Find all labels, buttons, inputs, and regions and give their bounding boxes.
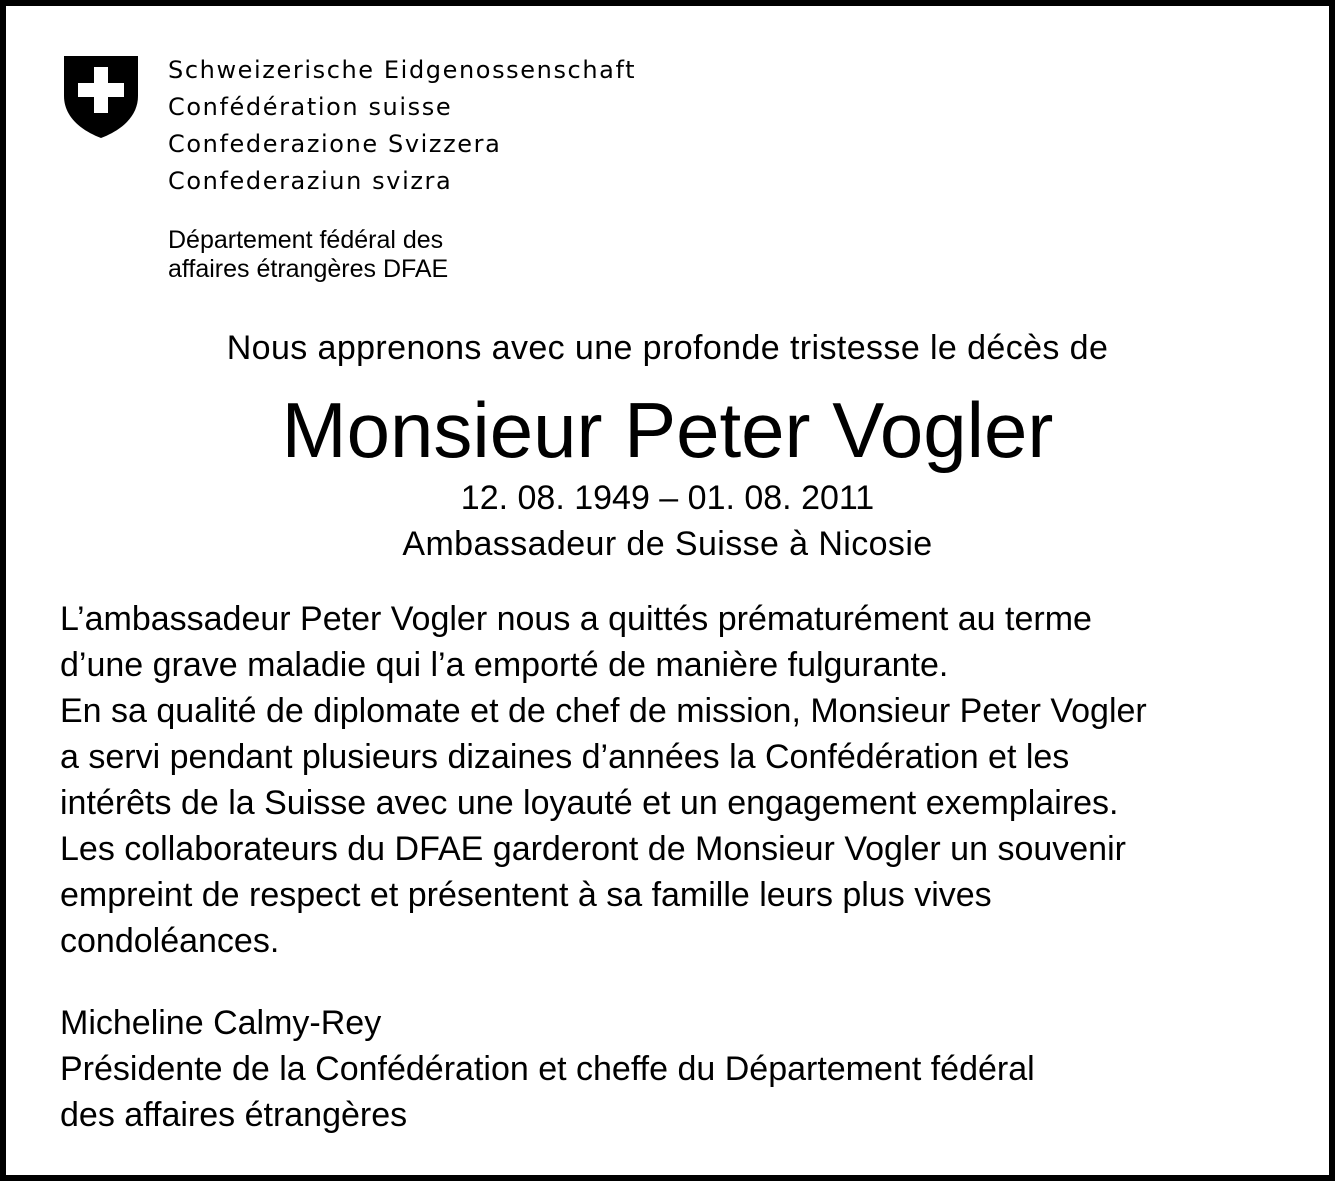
confederation-names <box>168 52 636 200</box>
tribute-line: En sa qualité de diplomate et de chef de mission, Monsieur Peter Vogler <box>60 692 1147 730</box>
swiss-cross-shield-icon <box>58 50 144 140</box>
tribute-line: intérêts de la Suisse avec une loyauté et un engagement exemplaires. <box>60 784 1119 822</box>
department-name <box>168 226 448 284</box>
deceased-role: Ambassadeur de Suisse à Nicosie <box>402 525 933 563</box>
confederation-name-it: Confederazione Svizzera <box>168 130 502 158</box>
signatory-title-line: des affaires étrangères <box>60 1096 408 1134</box>
department-line: Département fédéral des <box>168 226 444 254</box>
tribute-line: L’ambassadeur Peter Vogler nous a quittés prématurément au terme <box>60 600 1092 638</box>
life-dates: 12. 08. 1949 – 01. 08. 2011 <box>460 479 875 517</box>
confederation-name-de: Schweizerische Eidgenossenschaft <box>168 56 637 84</box>
tribute-line: empreint de respect et présentent à sa famille leurs plus vives <box>60 876 992 914</box>
tribute-line: d’une grave maladie qui l’a emporté de manière fulgurante. <box>60 646 949 684</box>
deceased-name: Monsieur Peter Vogler <box>281 386 1054 474</box>
intro-sentence: Nous apprenons avec une profonde tristesse le décès de <box>226 329 1109 367</box>
tribute-line: a servi pendant plusieurs dizaines d’années la Confédération et les <box>60 738 1070 776</box>
signatory-title-line: Présidente de la Confédération et cheffe du Département fédéral <box>60 1050 1035 1088</box>
department-line: affaires étrangères DFAE <box>168 255 449 283</box>
signature-block <box>60 1000 1035 1138</box>
tribute-line: Les collaborateurs du DFAE garderont de Monsieur Vogler un souvenir <box>60 830 1126 868</box>
confederation-name-rm: Confederaziun svizra <box>168 167 453 195</box>
signatory-name: Micheline Calmy-Rey <box>60 1004 382 1042</box>
confederation-name-fr: Confédération suisse <box>168 93 453 121</box>
tribute-line: condoléances. <box>60 922 280 960</box>
tribute-text <box>60 596 1147 964</box>
